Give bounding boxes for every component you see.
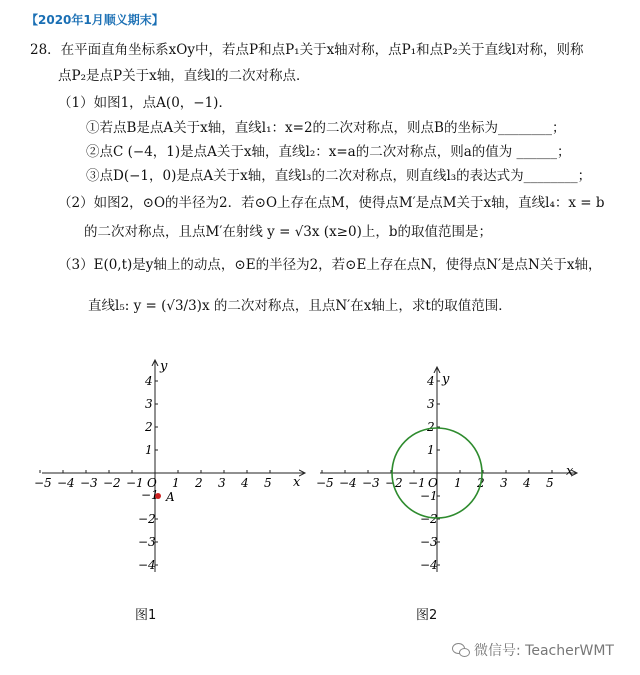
part1-title: （1）如图1，点A(0，−1)． bbox=[58, 95, 232, 111]
x-tick-label: −1 bbox=[408, 476, 426, 490]
y-tick-label: −4 bbox=[420, 558, 438, 572]
x-tick-label: 5 bbox=[264, 476, 272, 490]
part2-line1: （2）如图2，⊙O的半径为2．若⊙O上存在点M，使得点M′是点M关于x轴，直线l₄：x = b bbox=[58, 195, 605, 211]
x-tick-label: 1 bbox=[172, 476, 180, 490]
y-tick-label: 4 bbox=[145, 374, 153, 388]
y-tick-label: 1 bbox=[427, 443, 435, 457]
part2-line2: 的二次对称点，且点M′在射线 y = √3x (x≥0)上，b的取值范围是； bbox=[84, 224, 492, 240]
y-tick-label: 4 bbox=[427, 374, 435, 388]
figure1-coordinate-plane bbox=[34, 359, 305, 572]
x-tick-label: −1 bbox=[126, 476, 144, 490]
watermark-text: 微信号: TeacherWMT bbox=[474, 643, 614, 659]
x-tick-label: −3 bbox=[80, 476, 98, 490]
watermark bbox=[452, 640, 614, 660]
y-tick-label: −3 bbox=[420, 535, 438, 549]
x-tick-label: 4 bbox=[523, 476, 531, 490]
x-tick-label: −4 bbox=[339, 476, 357, 490]
figure2-caption: 图2 bbox=[416, 608, 438, 623]
x-tick-label: 4 bbox=[241, 476, 249, 490]
figure1-point-a-label: A bbox=[166, 490, 175, 504]
figure1-origin-label: O bbox=[147, 476, 157, 490]
x-tick-label: −2 bbox=[385, 476, 403, 490]
x-tick-label: 2 bbox=[195, 476, 203, 490]
figure1-caption: 图1 bbox=[135, 608, 157, 623]
x-tick-label: 3 bbox=[500, 476, 508, 490]
y-tick-label: 2 bbox=[427, 420, 435, 434]
y-tick-label: −3 bbox=[138, 535, 156, 549]
figure2-origin-label: O bbox=[428, 476, 438, 490]
problem-intro-line2: 点P₂是点P关于x轴，直线l的二次对称点． bbox=[58, 68, 310, 84]
y-tick-label: −2 bbox=[138, 512, 156, 526]
x-tick-label: 3 bbox=[218, 476, 226, 490]
x-tick-label: −4 bbox=[57, 476, 75, 490]
y-tick-label: 1 bbox=[145, 443, 153, 457]
x-tick-label: −5 bbox=[316, 476, 334, 490]
part1-question-a: ①若点B是点A关于x轴，直线l₁：x=2的二次对称点，则点B的坐标为________； bbox=[86, 120, 566, 136]
y-tick-label: 3 bbox=[145, 397, 153, 411]
y-tick-label: −2 bbox=[420, 512, 438, 526]
part3-line2: 直线l₅: y = (√3/3)x 的二次对称点，且点N′在x轴上，求t的取值范围． bbox=[88, 298, 512, 314]
y-tick-label: −4 bbox=[138, 558, 156, 572]
x-tick-label: −5 bbox=[34, 476, 52, 490]
figure1-point-a-ytick: −1 bbox=[141, 488, 159, 502]
x-tick-label: −3 bbox=[362, 476, 380, 490]
y-tick-label: 3 bbox=[427, 397, 435, 411]
x-tick-label: 5 bbox=[546, 476, 554, 490]
y-tick-label: −1 bbox=[420, 489, 438, 503]
x-tick-label: 2 bbox=[477, 476, 485, 490]
part1-question-c: ③点D(−1，0)是点A关于x轴，直线l₃的二次对称点，则直线l₃的表达式为________； bbox=[86, 168, 592, 184]
figure1-y-label: y bbox=[160, 359, 168, 374]
x-tick-label: −2 bbox=[103, 476, 121, 490]
x-tick-label: 1 bbox=[454, 476, 462, 490]
figure2-x-label: x bbox=[566, 464, 574, 479]
problem-intro-line1: 28．在平面直角坐标系xOy中，若点P和点P₁关于x轴对称，点P₁和点P₂关于直线l对称，则称 bbox=[30, 42, 584, 58]
figure1-x-label: x bbox=[293, 475, 301, 490]
part3-line1: （3）E(0,t)是y轴上的动点，⊙E的半径为2，若⊙E上存在点N，使得点N′是点N关于x轴， bbox=[58, 257, 602, 273]
figure2-coordinate-plane bbox=[316, 367, 577, 572]
part1-question-b: ②点C (−4，1)是点A关于x轴，直线l₂：x=a的二次对称点，则a的值为 ______； bbox=[86, 144, 571, 160]
source-header: 【2020年1月顺义期末】 bbox=[26, 13, 164, 27]
y-tick-label: 2 bbox=[145, 420, 153, 434]
figure2-y-label: y bbox=[442, 372, 450, 387]
wechat-icon bbox=[452, 643, 470, 657]
